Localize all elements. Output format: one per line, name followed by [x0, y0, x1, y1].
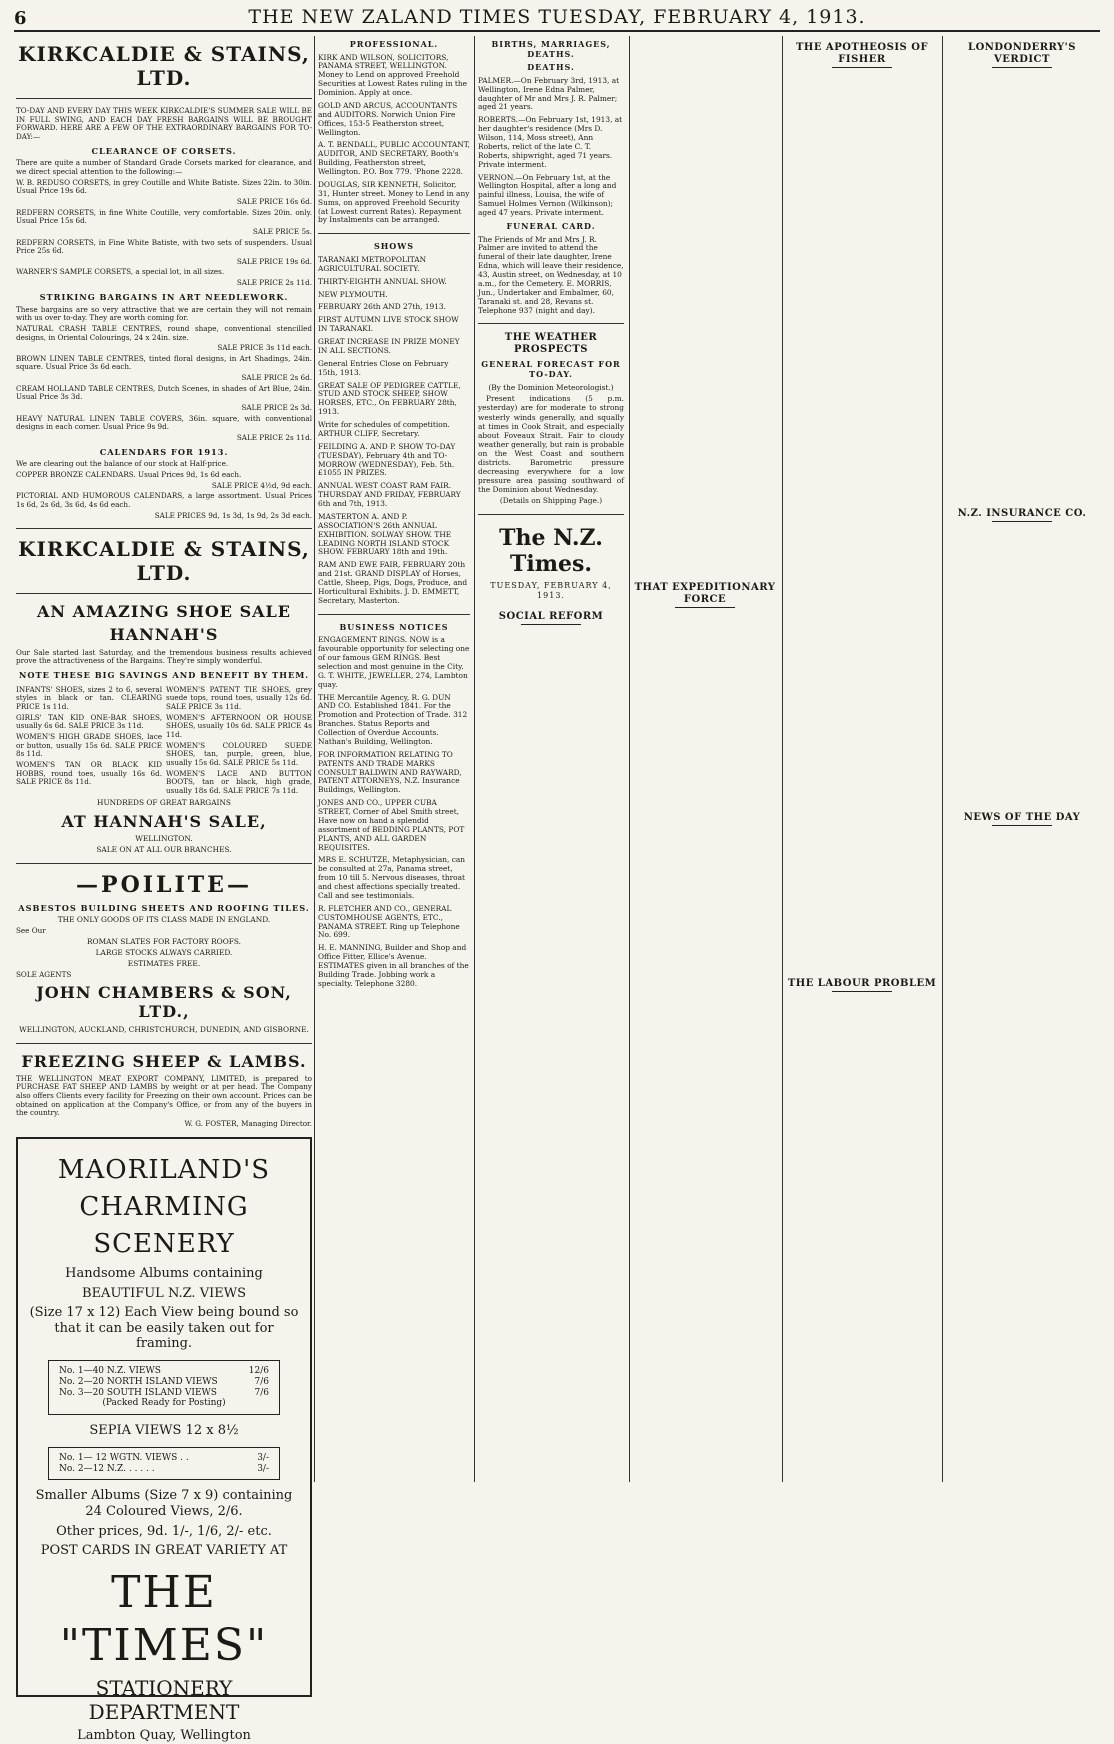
divider [478, 514, 624, 515]
show-notice: FEILDING A. AND P. SHOW TO-DAY (TUESDAY), February 4th and TO-MORROW (WEDNESDAY), Feb. 5th. £1055 IN PRIZES. [318, 441, 456, 478]
maoriland-other: Other prices, 9d. 1/-, 1/6, 2/- etc. [56, 1523, 272, 1539]
column-rule [782, 36, 783, 1482]
sepia-price-row [59, 1453, 269, 1464]
needlework-price: SALE PRICE 2s 11d. [236, 432, 312, 442]
shoe-item: WOMEN'S TAN OR BLACK KID HOBBS, round toes, usually 16s 6d. SALE PRICE 8s 11d. [16, 759, 162, 787]
weather-text: Present indications (5 p.m. yesterday) are for moderate to strong westerly winds generally, and squally at times in Cook Strait, and especially about Foveaux Strait. Fair to cloudy weather generally, but rain is probable on the West Coast and southern districts. Barometric pressure decreasing everywhere for a low pressure area passing southward of the Dominion about Wednesday. [478, 394, 624, 494]
editorial-left [478, 36, 624, 629]
corset-price: SALE PRICE 16s 6d. [236, 196, 312, 206]
needlework-intro: These bargains are so very attractive that we are certain they will not remain with us over to-day. They are worth coming for. [16, 304, 312, 323]
freezing-heading: FREEZING SHEEP & LAMBS. [21, 1051, 307, 1071]
editorial-right [632, 36, 778, 629]
continuation-body [632, 36, 778, 576]
shoe-item: WOMEN'S HIGH GRADE SHOES, lace or button, usually 15s 6d. SALE PRICE 8s 11d. [16, 731, 162, 759]
needlework-heading: STRIKING BARGAINS IN ART NEEDLEWORK. [39, 291, 289, 302]
death-notice: ROBERTS.—On February 1st, 1913, at her daughter's residence (Mrs D. Wilson, 114, Moss street), Ann Roberts, relict of the late C. T. Roberts, shipwright, aged 71 years. Private interment. [478, 115, 623, 169]
divider [16, 593, 312, 594]
shoe-item: WOMEN'S LACE AND BUTTON BOOTS, tan or black, high grade, usually 18s 6d. SALE PRICE 7s 11d. [166, 768, 312, 795]
calendars-heading: CALENDARS FOR 1913. [99, 446, 229, 457]
corset-item: W. B. REDUSO CORSETS, in grey Coutille and White Batiste. Sizes 22in. to 30in. Usual Price 19s 6d. [16, 177, 312, 196]
show-notice: THIRTY-EIGHTH ANNUAL SHOW. [318, 276, 447, 286]
needlework-item: BROWN LINEN TABLE CENTRES, tinted floral designs, in Art Shadings, 24in. square. Usual Price 3s 6d each. [16, 353, 312, 372]
heading-rule [675, 607, 735, 608]
maoriland-address: Lambton Quay, Wellington [77, 1728, 251, 1744]
album-packed [59, 1398, 269, 1409]
hannah-branches: SALE ON AT ALL OUR BRANCHES. [96, 845, 232, 855]
hannah-intro: Our Sale started last Saturday, and the tremendous business results achieved prove the attractiveness of the Bargains. They're simply wonderful. [16, 647, 312, 666]
classifieds-column [318, 36, 470, 1482]
business-notice: ENGAGEMENT RINGS. NOW is a favourable opportunity for selecting one of our famous GEM RINGS. Best selection and most genuine in the City. G. T. WHITE, JEWELLER, 274, Lambton quay. [318, 635, 470, 689]
shoe-item: WOMEN'S AFTERNOON OR HOUSE SHOES, usually 10s 6d. SALE PRICE 4s 11d. [166, 712, 312, 739]
heading-rule [832, 67, 892, 68]
weather-sub: GENERAL FORECAST FOR TO-DAY. [481, 359, 621, 379]
album-price-row [59, 1388, 269, 1399]
newspaper-logo: The N.Z. Times. [499, 524, 603, 578]
hannah-headline: AN AMAZING SHOE SALE [37, 602, 291, 622]
shoe-item: GIRLS' TAN KID ONE-BAR SHOES, usually 6s 6d. SALE PRICE 3s 11d. [16, 712, 162, 731]
calendar-item: PICTORIAL AND HUMOROUS CALENDARS, a large assortment. Usual Prices 1s 6d, 2s 6d, 3s 6d, 4s 6d each. [16, 491, 312, 509]
divider [16, 98, 312, 99]
divider [16, 863, 312, 864]
funeral-heading: FUNERAL CARD. [506, 220, 596, 231]
corset-price: SALE PRICE 19s 6d. [236, 256, 312, 266]
maoriland-size: (Size 17 x 12) Each View being bound so that it can be easily taken out for framing. [29, 1305, 299, 1352]
corset-item: REDFERN CORSETS, in Fine White Batiste, with two sets of suspenders. Usual Price 25s 6d. [16, 237, 312, 256]
divider [16, 1043, 312, 1044]
births-heading: BIRTHS, MARRIAGES, DEATHS. [491, 39, 611, 59]
poilite-estimates: ESTIMATES FREE. [127, 958, 201, 968]
poilite-stocks: LARGE STOCKS ALWAYS CARRIED. [95, 947, 233, 957]
needlework-item: CREAM HOLLAND TABLE CENTRES, Dutch Scenes, in shades of Art Blue, 24in. Usual Price 3s 3d. [16, 383, 312, 402]
newspaper-title: THE NEW ZALAND TIMES TUESDAY, FEBRUARY 4, 1913. [248, 6, 866, 28]
sepia-price: 3/- [257, 1452, 269, 1463]
insurance-heading: N.Z. INSURANCE CO. [957, 508, 1087, 519]
editorial-subcolumns [478, 36, 778, 629]
heading-rule [521, 624, 581, 625]
divider [478, 323, 624, 324]
show-notice: FEBRUARY 26th AND 27th, 1913. [318, 302, 446, 312]
heading-rule [832, 991, 892, 992]
business-notice: JONES AND CO., UPPER CUBA STREET, Corner of Abel Smith street, Have now on hand a splendid assortment of BEDDING PLANTS, POT PLANTS, AND ALL GARDEN REQUISITES. [318, 798, 465, 852]
hannah-note: NOTE THESE BIG SAVINGS AND BENEFIT BY THEM. [18, 669, 310, 680]
show-notice: ANNUAL WEST COAST RAM FAIR. THURSDAY AND FRIDAY, FEBRUARY 6th and 7th, 1913. [318, 481, 461, 509]
poilite-slates: ROMAN SLATES FOR FACTORY ROOFS. [86, 936, 242, 946]
freezing-text: THE WELLINGTON MEAT EXPORT COMPANY, LIMITED, is prepared to PURCHASE FAT SHEEP AND LAMBS by weight or at per head. The Company also offers Clients every facility for Freezing on their own account. Prices can be obtained on application at the Company's Office, or from any of the buyers in the country. [16, 1073, 312, 1118]
kirkcaldie-intro: TO-DAY AND EVERY DAY THIS WEEK KIRKCALDIE'S SUMMER SALE WILL BE IN FULL SWING, AND EACH DAY FRESH BARGAINS WILL BE BROUGHT FORWARD. HERE ARE A FEW OF THE EXTRAORDINARY BARGAINS FOR TO-DAY:— [16, 106, 312, 141]
apotheosis-body [786, 72, 938, 972]
poilite-only: THE ONLY GOODS OF ITS CLASS MADE IN ENGLAND. [57, 915, 271, 925]
business-notice: H. E. MANNING, Builder and Shop and Office Fitter, Ellice's Avenue. ESTIMATES given in all branches of the Building Trade. Jobbing work a specialty. Telephone 3280. [318, 943, 469, 988]
show-notice: TARANAKI METROPOLITAN AGRICULTURAL SOCIETY. [318, 254, 427, 273]
shoe-item: WOMEN'S COLOURED SUEDE SHOES, tan, purple, green, blue, usually 15s 6d. SALE PRICE 5s 11d. [166, 740, 312, 767]
show-notice: MASTERTON A. AND P. ASSOCIATION'S 26th ANNUAL EXHIBITION. SOLWAY SHOW. THE LEADING NORTH ISLAND STOCK SHOW. FEBRUARY 18th and 19th. [318, 511, 452, 557]
album-label: No. 3—20 SOUTH ISLAND VIEWS [59, 1387, 217, 1398]
needlework-list [16, 325, 312, 443]
funeral-notice: The Friends of Mr and Mrs J. R. Palmer are invited to attend the funeral of their late daughter, Irene Edna, which will leave their residence, 43, Austin street, on Wednesday, at 10 a.m., for the Cemetery. E. MORRIS, Jun., Undertaker and Embalmer, 60, Taranaki st. and 28, Revans st. Telephone 937 (night and day). [478, 234, 624, 315]
kirkcaldie-heading: KIRKCALDIE & STAINS, LTD. [18, 42, 310, 90]
masthead-rule [14, 30, 1100, 32]
show-notice: NEW PLYMOUTH. [318, 289, 388, 299]
divider [16, 528, 312, 529]
weather-details: (Details on Shipping Page.) [499, 495, 603, 505]
professional-notice: A. T. BENDALL, PUBLIC ACCOUNTANT, AUDITOR, AND SECRETARY, Booth's Building, Featherston street, Wellington. P.O. Box 779. 'Phone 2228. [318, 140, 470, 177]
corset-price: SALE PRICE 2s 11d. [236, 278, 312, 288]
hannah-items [16, 684, 312, 798]
business-notice: R. FLETCHER AND CO., GENERAL CUSTOMHOUSE AGENTS, ETC., PANAMA STREET. Ring up Telephone No. 699. [318, 903, 460, 940]
news-heading: NEWS OF THE DAY [963, 812, 1081, 823]
corset-item: WARNER'S SAMPLE CORSETS, a special lot, in all sizes. [16, 267, 225, 277]
poilite-sub: ASBESTOS BUILDING SHEETS AND ROOFING TILES. [18, 902, 310, 913]
sepia-price-row [59, 1464, 269, 1475]
maoriland-advert [16, 1137, 312, 1744]
corsets-intro: There are quite a number of Standard Grade Corsets marked for clearance, and we direct special attention to the following:— [16, 158, 312, 177]
hannah-right-items [166, 684, 312, 798]
fisher-column [786, 36, 938, 1482]
needlework-price: SALE PRICE 3s 11d each. [217, 343, 312, 353]
masthead [0, 0, 1114, 34]
deaths-heading: DEATHS. [527, 62, 575, 73]
corset-list [16, 179, 312, 288]
heading-rule [992, 521, 1052, 522]
album-price-row [59, 1366, 269, 1377]
weather-heading: THE WEATHER PROSPECTS [504, 332, 598, 356]
corsets-heading: CLEARANCE OF CORSETS. [91, 145, 237, 156]
album-price-row [59, 1377, 269, 1388]
insurance-body [946, 526, 1098, 806]
album-label: No. 1—40 N.Z. VIEWS [59, 1366, 161, 1377]
needlework-item: NATURAL CRASH TABLE CENTRES, round shape, conventional stencilled designs, in Oriental Colourings, 24 x 24in. size. [16, 323, 312, 342]
professional-heading: PROFESSIONAL. [349, 39, 439, 49]
weather-by: (By the Dominion Meteorologist.) [488, 382, 614, 392]
death-notice: PALMER.—On February 3rd, 1913, at Wellington, Irene Edna Palmer, daughter of Mr and Mrs J. R. Palmer; aged 21 years. [478, 75, 620, 112]
heading-rule [992, 67, 1052, 68]
needlework-price: SALE PRICE 2s 6d. [241, 373, 312, 383]
maoriland-albums: Handsome Albums containing [65, 1266, 263, 1282]
social-reform-heading: SOCIAL REFORM [498, 610, 604, 622]
professional-notice: GOLD AND ARCUS, ACCOUNTANTS and AUDITORS. Norwich Union Fire Offices, 153-5 Featherston street, Wellington. [318, 100, 458, 137]
maoriland-times: THE "TIMES" [59, 1566, 269, 1671]
album-packed-text: (Packed Ready for Posting) [102, 1398, 226, 1409]
calendars-intro: We are clearing out the balance of our stock at Half-price. [16, 459, 229, 469]
poilite-heading: —POILITE— [76, 872, 252, 899]
show-notice: FIRST AUTUMN LIVE STOCK SHOW IN TARANAKI. [318, 315, 459, 334]
business-notice: MRS E. SCHUTZE, Metaphysician, can be consulted at 27a, Panama street, from 10 till 5. Nervous diseases, throat and chest affections specially treated. Call and see testimonials. [318, 855, 466, 900]
labour-heading: THE LABOUR PROBLEM [787, 978, 937, 989]
hannah-town: WELLINGTON. [135, 834, 193, 844]
show-notice: GREAT INCREASE IN PRIZE MONEY IN ALL SECTIONS. [318, 337, 460, 355]
maoriland-line3: SCENERY [93, 1228, 235, 1259]
kirkcaldie-footer: KIRKCALDIE & STAINS, LTD. [18, 537, 310, 586]
sepia-price-list [48, 1447, 280, 1481]
hannah-hundreds: HUNDREDS OF GREAT BARGAINS [97, 798, 231, 808]
londonderry-body [946, 72, 1098, 502]
maoriland-smaller: Smaller Albums (Size 7 x 9) containing 24 Coloured Views, 2/6. [35, 1488, 293, 1520]
business-notice: THE Mercantile Agency, R. G. DUN AND CO. Established 1841. For the Promotion and Protection of Trade. 312 Branches. Status Reports and Collection of Overdue Accounts. Nathan's Building, Wellington. [318, 692, 468, 746]
shoe-item: WOMEN'S PATENT TIE SHOES, grey suede tops, round toes, usually 12s 6d. SALE PRICE 3s 11d. [166, 684, 312, 712]
maoriland-postcards: POST CARDS IN GREAT VARIETY AT [40, 1543, 288, 1559]
shows-heading: SHOWS [373, 241, 415, 252]
advertisements-column [16, 36, 312, 1744]
page-number: 6 [14, 8, 27, 29]
sepia-label: No. 1— 12 WGTN. VIEWS . . [59, 1452, 189, 1463]
show-notice: RAM AND EWE FAIR, FEBRUARY 20th and 21st. GRAND DISPLAY of Horses, Cattle, Sheep, Pigs, Dogs, Produce, and Horticultural Exhibits. J. D. EMMETT, Secretary, Masterton. [318, 560, 468, 605]
calendar-price: SALE PRICE 4½d, 9d each. [211, 480, 312, 490]
freezing-sign: W. G. FOSTER, Managing Director. [184, 1118, 312, 1128]
corset-item: REDFERN CORSETS, in fine White Coutille, very comfortable. Sizes 20in. only. Usual Price 15s 6d. [16, 207, 312, 226]
sepia-label: No. 2—12 N.Z. . . . . . [59, 1463, 155, 1474]
column-rule [474, 36, 475, 1482]
album-label: No. 2—20 NORTH ISLAND VIEWS [59, 1376, 218, 1387]
needlework-item: HEAVY NATURAL LINEN TABLE COVERS, 36in. square, with conventional designs in each corner. Usual Price 9s 9d. [16, 413, 312, 432]
album-price: 7/6 [254, 1376, 269, 1387]
hannah-at-sale: AT HANNAH'S SALE, [61, 812, 267, 832]
maoriland-line1: MAORILAND'S [57, 1154, 271, 1185]
londonderry-heading: LONDONDERRY'S VERDICT [968, 42, 1076, 65]
hannah-name: HANNAH'S [109, 625, 219, 645]
shoe-item: INFANTS' SHOES, sizes 2 to 6, several styles in black or tan. CLEARING PRICE 1s 11d. [16, 684, 162, 712]
business-heading: BUSINESS NOTICES [339, 621, 449, 632]
divider [318, 233, 470, 234]
maoriland-stationery: STATIONERY DEPARTMENT [88, 1676, 240, 1725]
poilite-agents-label: SOLE AGENTS [16, 969, 72, 979]
needlework-price: SALE PRICE 2s 3d. [241, 402, 312, 412]
album-price: 12/6 [248, 1366, 269, 1377]
professional-notice: DOUGLAS, SIR KENNETH, Solicitor, 31, Hunter street. Money to Lend in any Sums, on approved Freehold Security (at Lowest current Rates). Repayment by Instalments can be arranged. [318, 179, 470, 225]
expeditionary-heading: THAT EXPEDITIONARY FORCE [634, 582, 776, 605]
editorial-dateline: TUESDAY, FEBRUARY 4, 1913. [490, 581, 612, 601]
maoriland-sepia: SEPIA VIEWS 12 x 8½ [89, 1423, 239, 1439]
corset-price: SALE PRICE 5s. [252, 226, 312, 236]
divider [318, 614, 470, 615]
business-notice: FOR INFORMATION RELATING TO PATENTS AND TRADE MARKS CONSULT BALDWIN AND RAYWARD, PATENT ATTORNEYS, N.Z. Insurance Buildings, Wellington. [318, 749, 462, 795]
professional-notice: KIRK AND WILSON, SOLICITORS, PANAMA STREET, WELLINGTON. Money to Lend on approved Freehold Securities at Lowest Rates ruling in the Dominion. Apply at once. [318, 52, 468, 98]
apotheosis-heading: THE APOTHEOSIS OF FISHER [795, 42, 929, 65]
show-notice: Write for schedules of competition. ARTHUR CLIFF, Secretary. [318, 420, 450, 438]
calendar-item: COPPER BRONZE CALENDARS. Usual Prices 9d, 1s 6d each. [16, 470, 242, 480]
poilite-agents: JOHN CHAMBERS & SON, LTD., [36, 983, 292, 1022]
maoriland-beautiful: BEAUTIFUL N.Z. VIEWS [82, 1285, 246, 1301]
poilite-cities: WELLINGTON, AUCKLAND, CHRISTCHURCH, DUNEDIN, AND GISBORNE. [19, 1024, 309, 1034]
heading-rule [992, 825, 1052, 826]
hannah-left-items [16, 684, 162, 798]
calendar-price: SALE PRICES 9d, 1s 3d, 1s 9d, 2s 3d each. [154, 510, 312, 520]
show-notice: GREAT SALE OF PEDIGREE CATTLE, STUD AND STOCK SHEEP, SHOW HORSES, ETC., On FEBRUARY 28th, 1913. [318, 380, 461, 417]
column-rule [942, 36, 943, 1482]
maoriland-line2: CHARMING [79, 1191, 249, 1222]
show-notice: General Entries Close on February 15th, 1913. [318, 358, 449, 377]
news-column [946, 36, 1098, 1482]
sepia-price: 3/- [257, 1463, 269, 1474]
album-price: 7/6 [254, 1387, 269, 1398]
album-price-list [48, 1360, 280, 1415]
death-notice: VERNON.—On February 1st, at the Wellington Hospital, after a long and painful illness, Louisa, the wife of Samuel Holmes Vernon (Wilkinson); aged 47 years. Private interment. [478, 172, 617, 218]
editorial-column [478, 36, 778, 1482]
column-rule [314, 36, 315, 1482]
poilite-see: See Our [16, 926, 46, 936]
